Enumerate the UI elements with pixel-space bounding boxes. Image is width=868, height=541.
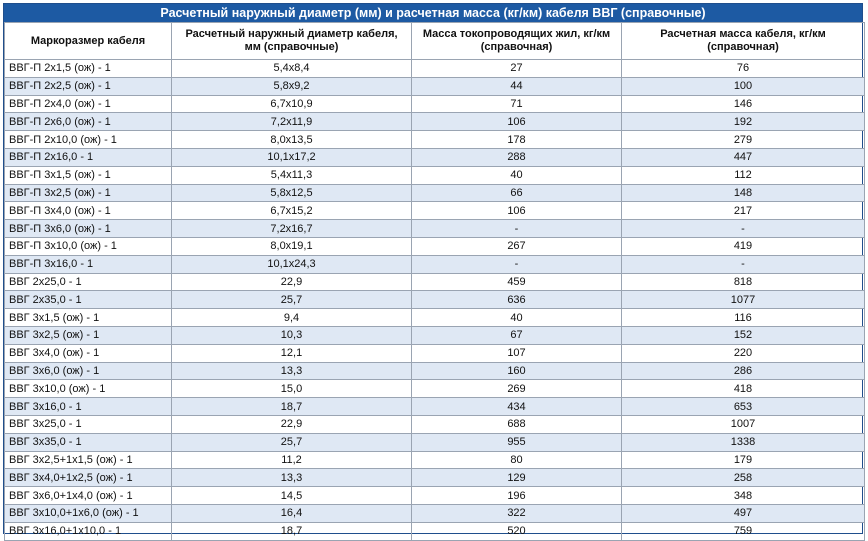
cell-cable-mass: 818 [622,273,865,291]
cell-cable-brand: ВВГ-П 2х2,5 (ож) - 1 [5,77,172,95]
cell-cable-mass: 1007 [622,415,865,433]
cell-core-mass: 288 [412,148,622,166]
cell-cable-brand: ВВГ-П 2х6,0 (ож) - 1 [5,113,172,131]
cell-outer-diameter: 13,3 [172,362,412,380]
cell-cable-mass: 1077 [622,291,865,309]
header-cable-mass: Расчетная масса кабеля, кг/км (справочная) [622,23,865,60]
cell-outer-diameter: 9,4 [172,309,412,327]
cell-outer-diameter: 7,2х16,7 [172,220,412,238]
cell-cable-mass: 653 [622,398,865,416]
cell-core-mass: 44 [412,77,622,95]
cell-cable-brand: ВВГ-П 3х2,5 (ож) - 1 [5,184,172,202]
header-cable-brand: Маркоразмер кабеля [5,23,172,60]
table-row [5,433,865,451]
cell-cable-mass: 116 [622,309,865,327]
cable-table-frame [3,3,863,538]
cell-cable-mass: 100 [622,77,865,95]
cell-cable-mass: 759 [622,522,865,540]
cell-outer-diameter: 25,7 [172,291,412,309]
cell-outer-diameter: 12,1 [172,344,412,362]
table-row [5,522,865,540]
cell-cable-brand: ВВГ-П 3х6,0 (ож) - 1 [5,220,172,238]
table-row [5,469,865,487]
cell-cable-brand: ВВГ 3х35,0 - 1 [5,433,172,451]
cell-outer-diameter: 10,1х24,3 [172,255,412,273]
cell-cable-brand: ВВГ-П 2х16,0 - 1 [5,148,172,166]
table-row [5,504,865,522]
cell-outer-diameter: 22,9 [172,415,412,433]
cell-cable-mass: - [622,255,865,273]
cell-cable-mass: 419 [622,237,865,255]
cell-outer-diameter: 22,9 [172,273,412,291]
cell-cable-mass: 279 [622,131,865,149]
cell-core-mass: 267 [412,237,622,255]
table-row [5,291,865,309]
cell-cable-brand: ВВГ 3х4,0 (ож) - 1 [5,344,172,362]
cell-cable-mass: 1338 [622,433,865,451]
cell-cable-brand: ВВГ-П 2х4,0 (ож) - 1 [5,95,172,113]
cell-core-mass: 67 [412,326,622,344]
cell-core-mass: 269 [412,380,622,398]
cell-core-mass: 434 [412,398,622,416]
cell-cable-brand: ВВГ 3х10,0 (ож) - 1 [5,380,172,398]
cell-outer-diameter: 10,3 [172,326,412,344]
table-row [5,451,865,469]
cell-cable-mass: 192 [622,113,865,131]
cell-outer-diameter: 11,2 [172,451,412,469]
cell-outer-diameter: 10,1х17,2 [172,148,412,166]
cell-cable-mass: 258 [622,469,865,487]
cell-cable-mass: 348 [622,487,865,505]
cell-outer-diameter: 6,7х15,2 [172,202,412,220]
table-row [5,273,865,291]
cell-outer-diameter: 16,4 [172,504,412,522]
cell-outer-diameter: 15,0 [172,380,412,398]
cell-core-mass: 80 [412,451,622,469]
table-row [5,60,865,78]
header-outer-diameter: Расчетный наружный диаметр кабеля, мм (справочные) [172,23,412,60]
table-row [5,113,865,131]
cell-cable-brand: ВВГ 3х2,5 (ож) - 1 [5,326,172,344]
cell-core-mass: 129 [412,469,622,487]
table-row [5,380,865,398]
cell-outer-diameter: 7,2х11,9 [172,113,412,131]
cell-core-mass: 66 [412,184,622,202]
cell-cable-mass: 112 [622,166,865,184]
table-row [5,202,865,220]
cell-core-mass: 106 [412,113,622,131]
cell-outer-diameter: 18,7 [172,522,412,540]
cell-cable-brand: ВВГ-П 2х1,5 (ож) - 1 [5,60,172,78]
table-row [5,344,865,362]
table-row [5,362,865,380]
table-row [5,326,865,344]
cell-cable-brand: ВВГ-П 2х10,0 (ож) - 1 [5,131,172,149]
cell-core-mass: 322 [412,504,622,522]
cell-outer-diameter: 18,7 [172,398,412,416]
cell-cable-brand: ВВГ 3х16,0+1х10,0 - 1 [5,522,172,540]
cell-cable-mass: 179 [622,451,865,469]
table-row [5,131,865,149]
cell-cable-brand: ВВГ 3х1,5 (ож) - 1 [5,309,172,327]
table-row [5,95,865,113]
cell-cable-brand: ВВГ-П 3х1,5 (ож) - 1 [5,166,172,184]
cell-core-mass: 106 [412,202,622,220]
table-row [5,487,865,505]
table-row [5,398,865,416]
cell-cable-mass: 146 [622,95,865,113]
table-row [5,184,865,202]
table-row [5,309,865,327]
table-row [5,237,865,255]
table-row [5,255,865,273]
cell-cable-brand: ВВГ 3х25,0 - 1 [5,415,172,433]
cell-core-mass: - [412,255,622,273]
cell-cable-brand: ВВГ-П 3х16,0 - 1 [5,255,172,273]
header-core-mass: Масса токопроводящих жил, кг/км (справочная) [412,23,622,60]
cell-cable-mass: 418 [622,380,865,398]
cell-core-mass: 40 [412,309,622,327]
cell-cable-brand: ВВГ 2х35,0 - 1 [5,291,172,309]
cell-core-mass: 178 [412,131,622,149]
cell-core-mass: 71 [412,95,622,113]
header-row [5,23,865,60]
cell-cable-brand: ВВГ 3х10,0+1х6,0 (ож) - 1 [5,504,172,522]
cell-outer-diameter: 13,3 [172,469,412,487]
cell-core-mass: - [412,220,622,238]
cell-core-mass: 636 [412,291,622,309]
cell-outer-diameter: 5,4х8,4 [172,60,412,78]
cell-cable-mass: 217 [622,202,865,220]
cell-core-mass: 520 [412,522,622,540]
cell-core-mass: 196 [412,487,622,505]
cell-cable-mass: 152 [622,326,865,344]
cell-cable-brand: ВВГ 3х4,0+1х2,5 (ож) - 1 [5,469,172,487]
cell-cable-mass: 76 [622,60,865,78]
cell-outer-diameter: 8,0х19,1 [172,237,412,255]
table-title: Расчетный наружный диаметр (мм) и расчетная масса (кг/км) кабеля ВВГ (справочные) [4,4,862,22]
cell-cable-brand: ВВГ 3х16,0 - 1 [5,398,172,416]
cell-cable-mass: 286 [622,362,865,380]
table-row [5,166,865,184]
cell-outer-diameter: 5,8х9,2 [172,77,412,95]
table-row [5,220,865,238]
cell-core-mass: 27 [412,60,622,78]
cell-cable-mass: 220 [622,344,865,362]
cell-core-mass: 459 [412,273,622,291]
cell-outer-diameter: 8,0х13,5 [172,131,412,149]
cell-outer-diameter: 5,8х12,5 [172,184,412,202]
cell-cable-brand: ВВГ-П 3х10,0 (ож) - 1 [5,237,172,255]
table-row [5,148,865,166]
cell-core-mass: 160 [412,362,622,380]
cell-core-mass: 107 [412,344,622,362]
cell-cable-brand: ВВГ 2х25,0 - 1 [5,273,172,291]
cell-cable-mass: 497 [622,504,865,522]
cell-outer-diameter: 6,7х10,9 [172,95,412,113]
table-row [5,77,865,95]
cable-table [4,22,865,541]
cell-cable-brand: ВВГ 3х2,5+1х1,5 (ож) - 1 [5,451,172,469]
cell-outer-diameter: 25,7 [172,433,412,451]
cell-outer-diameter: 5,4х11,3 [172,166,412,184]
cell-outer-diameter: 14,5 [172,487,412,505]
cell-core-mass: 40 [412,166,622,184]
cell-cable-brand: ВВГ 3х6,0 (ож) - 1 [5,362,172,380]
cell-cable-mass: - [622,220,865,238]
cell-cable-brand: ВВГ-П 3х4,0 (ож) - 1 [5,202,172,220]
cell-cable-brand: ВВГ 3х6,0+1х4,0 (ож) - 1 [5,487,172,505]
table-row [5,415,865,433]
cell-cable-mass: 148 [622,184,865,202]
cell-core-mass: 955 [412,433,622,451]
cell-cable-mass: 447 [622,148,865,166]
cell-core-mass: 688 [412,415,622,433]
